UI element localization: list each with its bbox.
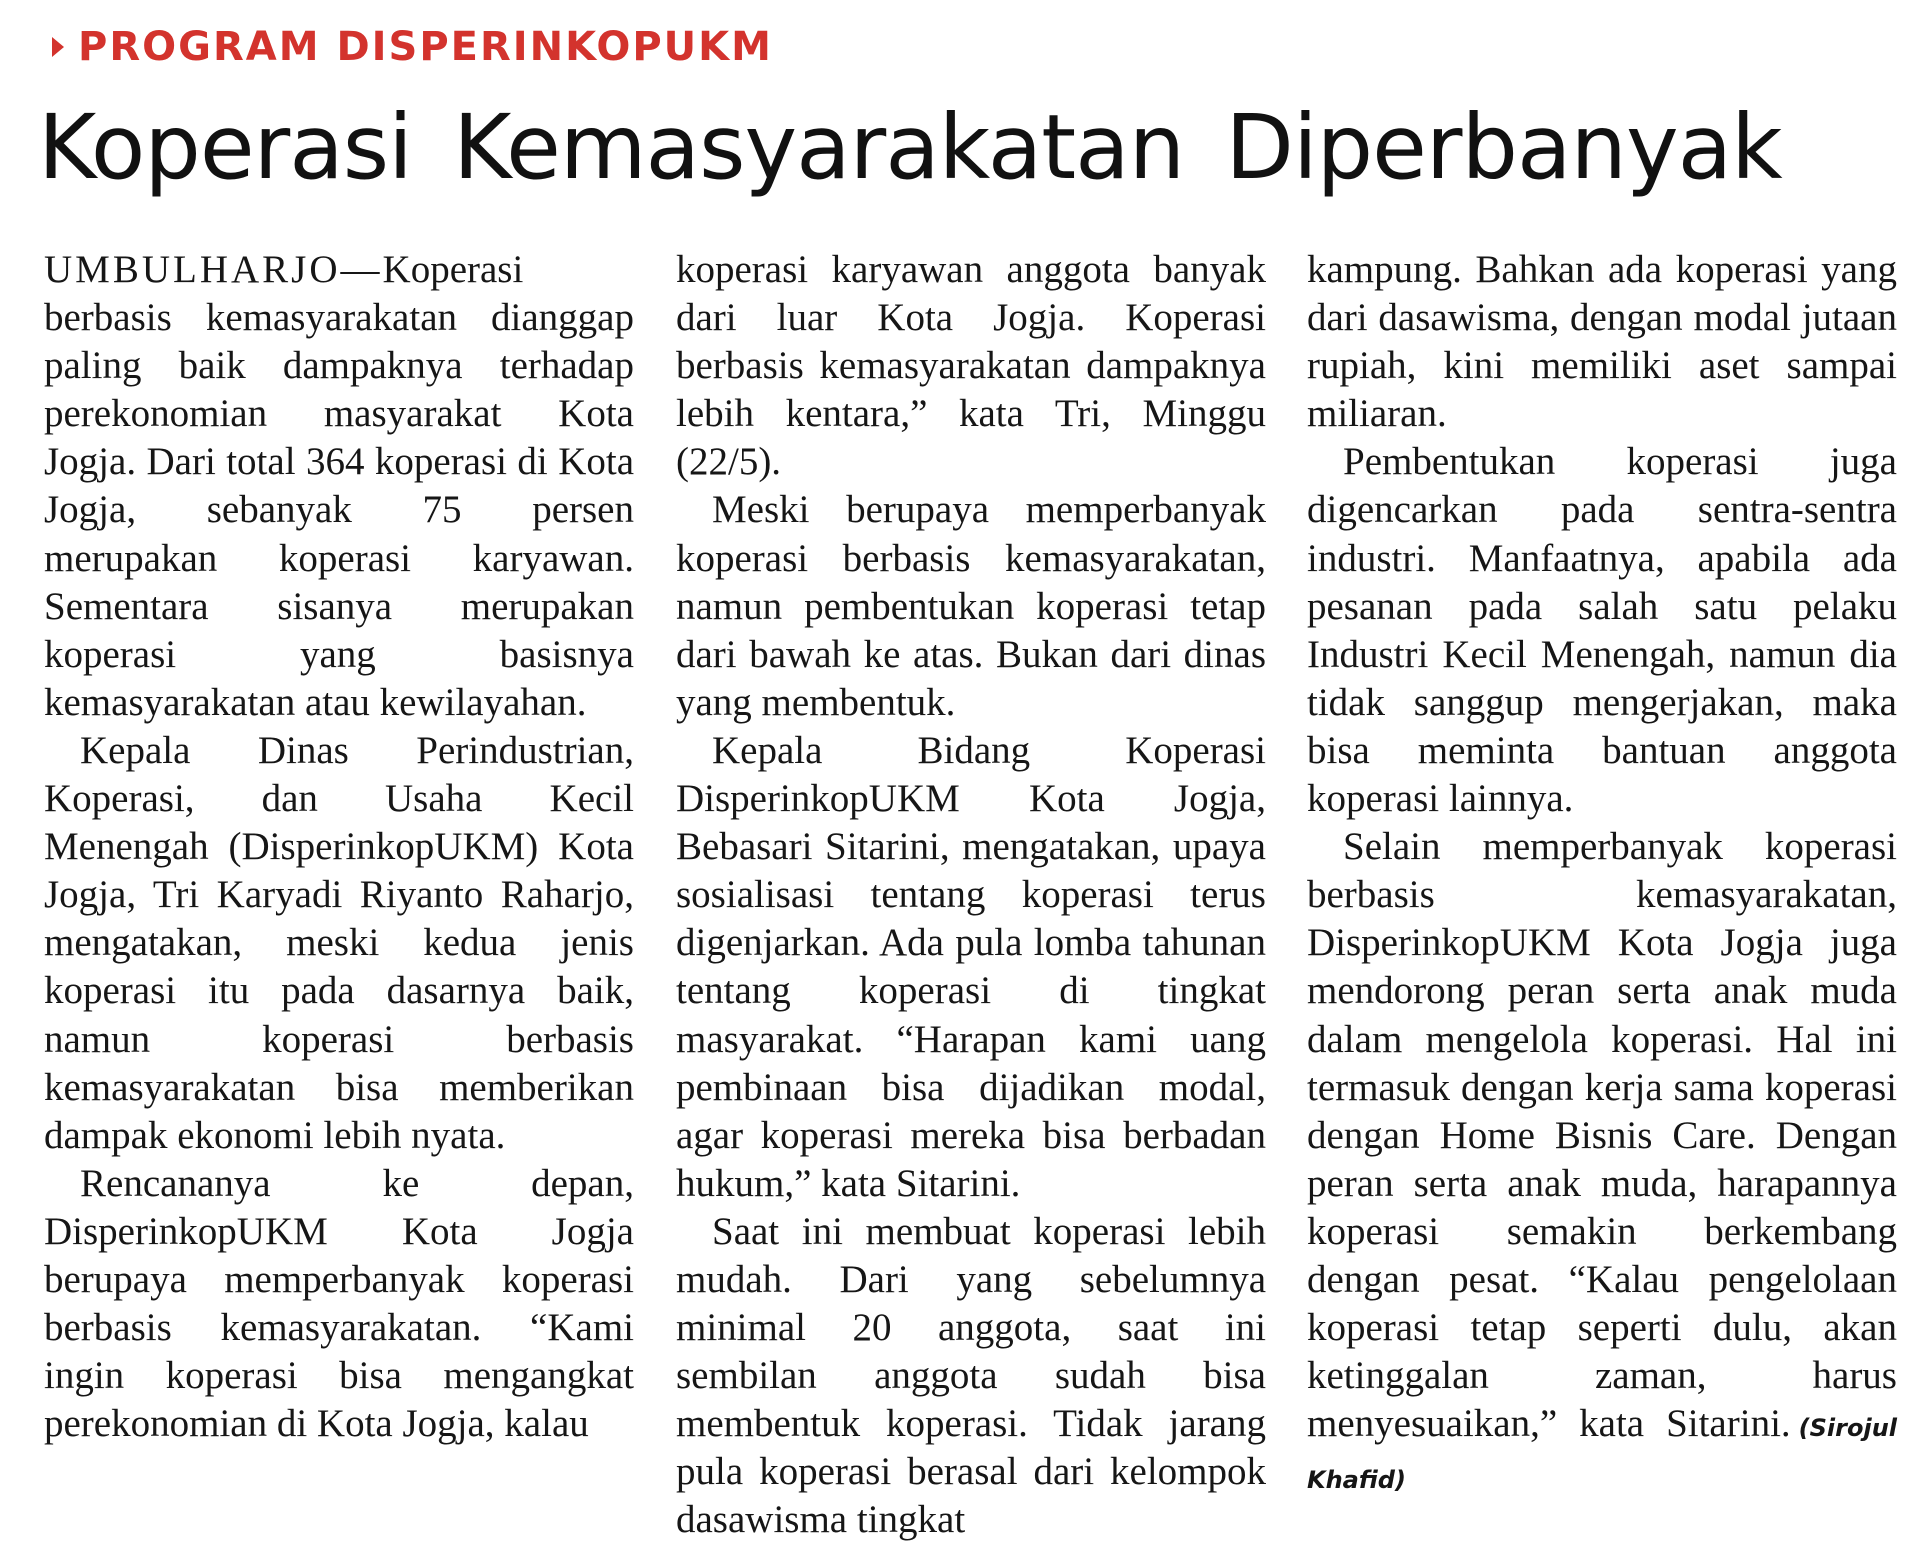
- byline: (Sirojul Khafid): [1307, 1414, 1897, 1495]
- article-paragraph: kampung. Bahkan ada koperasi yang dari dasawisma, dengan modal jutaan rupiah, kini memiliki aset sampai miliaran.: [1307, 248, 1897, 436]
- section-kicker: [52, 22, 773, 72]
- article-paragraph: Kepala Bidang Koperasi DisperinkopUKM Kota Jogja, Bebasari Sitarini, mengatakan, upaya sosialisasi tentang koperasi terus digenjarkan. Ada pula lomba tahunan tentang koperasi di tingkat masyarakat. “Harapan kami uang pembinaan bisa dijadikan modal, agar koperasi mereka bisa berbadan hukum,” kata Sitarini.: [676, 728, 1266, 1205]
- headline: Koperasi Kemasyarakatan Diperbanyak: [38, 95, 1782, 199]
- article-paragraph: Rencananya ke depan, DisperinkopUKM Kota Jogja berupaya memperbanyak koperasi berbasis kemasyarakatan. “Kami ingin koperasi bisa mengangkat perekonomian di Kota Jogja, kalau: [44, 1161, 634, 1446]
- article-paragraph: Kepala Dinas Perindustrian, Koperasi, dan Usaha Kecil Menengah (DisperinkopUKM) Kota Jogja, Tri Karyadi Riyanto Raharjo, mengatakan, meski kedua jenis koperasi itu pada dasarnya baik, namun koperasi berbasis kemasyarakatan bisa memberikan dampak ekonomi lebih nyata.: [44, 728, 634, 1157]
- article-paragraph: koperasi karyawan anggota banyak dari luar Kota Jogja. Koperasi berbasis kemasyarakatan dampaknya lebih kentara,” kata Tri, Minggu (22/5).: [676, 248, 1266, 484]
- article-paragraph: Meski berupaya memperbanyak koperasi berbasis kemasyarakatan, namun pembentukan koperasi tetap dari bawah ke atas. Bukan dari dinas yang membentuk.: [676, 488, 1266, 724]
- article-column-3: [1307, 246, 1897, 1504]
- article-paragraph: Pembentukan koperasi juga digencarkan pada sentra-sentra industri. Manfaatnya, apabila ada pesanan pada salah satu pelaku Industri Kecil Menengah, namun dia tidak sanggup mengerjakan, maka bisa meminta bantuan anggota koperasi lainnya.: [1307, 440, 1897, 821]
- article-column-1: [44, 246, 634, 1448]
- kicker-text: PROGRAM DISPERINKOPUKM: [78, 24, 773, 70]
- article-paragraph: Saat ini membuat koperasi lebih mudah. Dari yang sebelumnya minimal 20 anggota, saat ini sembilan anggota sudah bisa membentuk koperasi. Tidak jarang pula koperasi berasal dari kelompok dasawisma tingkat: [676, 1209, 1266, 1542]
- article-paragraph: Selain memperbanyak koperasi berbasis kemasyarakatan, DisperinkopUKM Kota Jogja juga mendorong peran serta anak muda dalam mengelola koperasi. Hal ini termasuk dengan kerja sama koperasi dengan Home Bisnis Care. Dengan peran serta anak muda, harapannya koperasi semakin berkembang dengan pesat. “Kalau pengelolaan koperasi tetap seperti dulu, akan ketinggalan zaman, harus menyesuaikan,” kata Sitarini. (Sirojul Khafid): [1307, 825, 1897, 1495]
- dateline: UMBULHARJO—: [44, 248, 383, 291]
- triangle-right-icon: [52, 37, 64, 57]
- article-paragraph: UMBULHARJO—Koperasi berbasis kemasyarakatan dianggap paling baik dampaknya terhadap perekonomian masyarakat Kota Jogja. Dari total 364 koperasi di Kota Jogja, sebanyak 75 persen merupakan koperasi karyawan. Sementara sisanya merupakan koperasi yang basisnya kemasyarakatan atau kewilayahan.: [44, 248, 634, 724]
- article-column-2: [676, 246, 1266, 1545]
